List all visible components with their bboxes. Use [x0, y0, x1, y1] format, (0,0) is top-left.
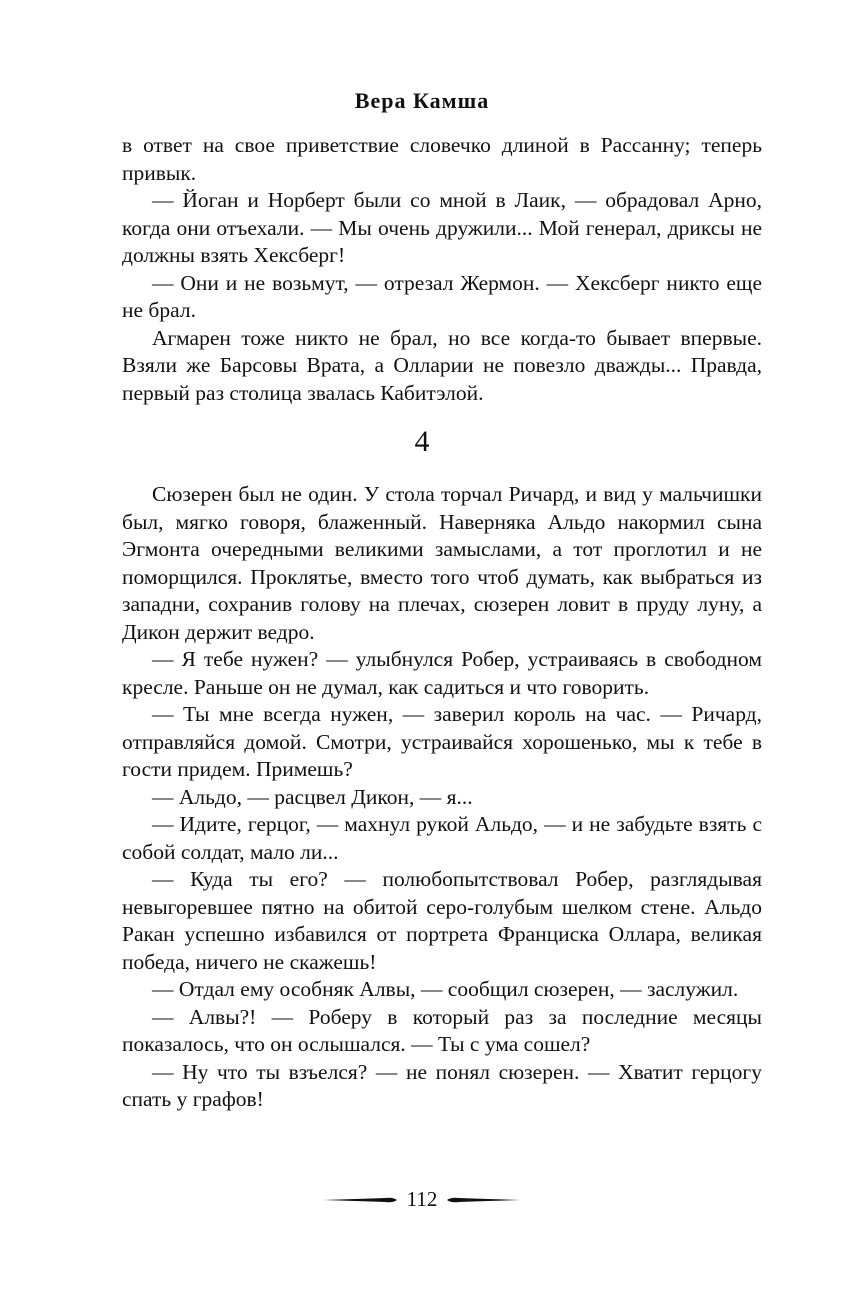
page-number: 112: [406, 1187, 438, 1211]
paragraph: — Куда ты его? — полюбопытствовал Робер, разглядывая невыгоревшее пятно на обитой серо-голубым шелком стене. Альдо Ракан успешно избавился от портрета Франциска Оллара, великая победа, ничего не скажешь!: [122, 867, 762, 974]
paragraph: — Альдо, — расцвел Дикон, — я...: [152, 784, 473, 809]
text-block-top: [122, 132, 762, 407]
page-footer: [0, 1187, 844, 1212]
paragraph: — Ты мне всегда нужен, — заверил король на час. — Ричард, отправляйся домой. Смотри, устраивайся хорошенько, мы к тебе в гости придем. Примешь?: [122, 702, 762, 781]
paragraph: — Ну что ты взъелся? — не понял сюзерен. — Хватит герцогу спать у графов!: [122, 1059, 762, 1111]
paragraph: — Идите, герцог, — махнул рукой Альдо, — и не забудьте взять с собой солдат, мало ли...: [122, 812, 762, 864]
paragraph: в ответ на свое приветствие словечко длиной в Рассанну; теперь привык.: [122, 133, 762, 185]
chapter-number: 4: [414, 425, 430, 458]
ornament-right-icon: [447, 1193, 521, 1207]
text-block-main: [122, 481, 762, 1114]
paragraph: Агмарен тоже никто не брал, но все когда-то бывает впервые. Взяли же Барсовы Врата, а Олларии не повезло дважды... Правда, первый раз столица звалась Кабитэлой.: [122, 325, 762, 405]
ornament-left-icon: [323, 1193, 397, 1207]
running-header-author: Вера Камша: [354, 88, 490, 113]
paragraph: — Йоган и Норберт были со мной в Лаик, — обрадовал Арно, когда они отъехали. — Мы очень дружили... Мой генерал, дриксы не должны взять Хексберг!: [122, 188, 762, 267]
paragraph: — Отдал ему особняк Алвы, — сообщил сюзерен, — заслужил.: [152, 977, 739, 1001]
paragraph: — Я тебе нужен? — улыбнулся Робер, устраиваясь в свободном кресле. Раньше он не думал, как садиться и что говорить.: [122, 647, 762, 699]
paragraph: — Они и не возьмут, — отрезал Жермон. — Хексберг никто еще не брал.: [122, 270, 762, 322]
paragraph: Сюзерен был не один. У стола торчал Ричард, и вид у мальчишки был, мягко говоря, блаженный. Наверняка Альдо накормил сына Эгмонта очередными великими замыслами, а тот проглотил и не поморщился. Проклятье, вместо того чтоб думать, как выбраться из западни, сохранив голову на плечах, сюзерен ловит в пруду луну, а Дикон держит ведро.: [122, 482, 762, 644]
paragraph: — Алвы?! — Роберу в который раз за последние месяцы показалось, что он ослышался. — Ты с ума сошел?: [122, 1004, 762, 1056]
